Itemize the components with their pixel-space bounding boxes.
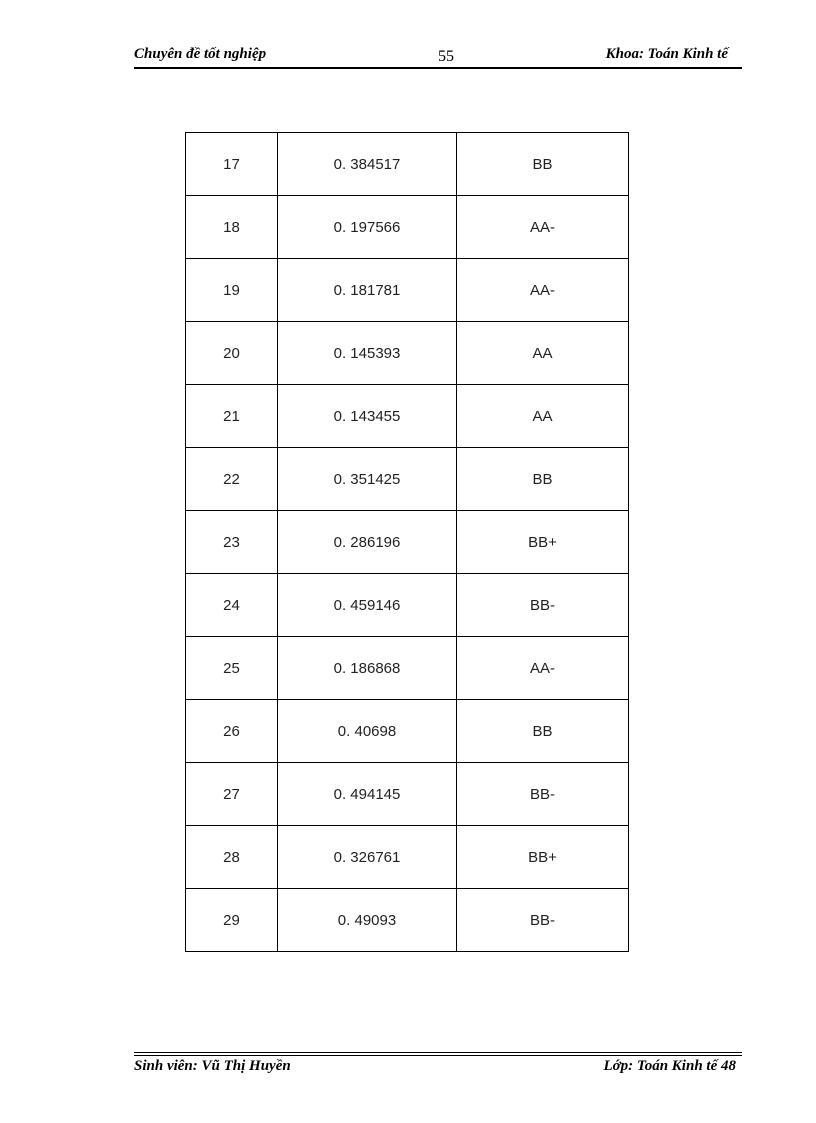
- row-rating-cell: BB+: [457, 826, 629, 889]
- footer-divider: [134, 1052, 742, 1056]
- footer-class: Lớp: Toán Kinh tế 48: [603, 1058, 736, 1074]
- row-rating-cell: AA-: [457, 259, 629, 322]
- page-footer: [134, 1058, 740, 1080]
- row-value-cell: 0. 40698: [278, 700, 457, 763]
- row-index-cell: 19: [186, 259, 278, 322]
- row-index-cell: 24: [186, 574, 278, 637]
- row-value-cell: 0. 143455: [278, 385, 457, 448]
- header-title: Chuyên đề tốt nghiệp: [134, 46, 267, 62]
- header-department: Khoa: Toán Kinh tế: [605, 46, 728, 62]
- row-index-cell: 23: [186, 511, 278, 574]
- table-row: [186, 637, 629, 700]
- row-index-cell: 20: [186, 322, 278, 385]
- row-value-cell: 0. 384517: [278, 133, 457, 196]
- table-row: [186, 889, 629, 952]
- row-value-cell: 0. 186868: [278, 637, 457, 700]
- table-row: [186, 826, 629, 889]
- table-row: [186, 511, 629, 574]
- row-rating-cell: BB: [457, 448, 629, 511]
- row-rating-cell: BB-: [457, 889, 629, 952]
- rating-table-body: [186, 133, 629, 952]
- row-rating-cell: AA-: [457, 196, 629, 259]
- rating-table-container: [185, 132, 629, 952]
- table-row: [186, 133, 629, 196]
- row-value-cell: 0. 197566: [278, 196, 457, 259]
- page-number: 55: [438, 48, 454, 65]
- table-row: [186, 385, 629, 448]
- row-index-cell: 17: [186, 133, 278, 196]
- row-value-cell: 0. 351425: [278, 448, 457, 511]
- row-rating-cell: BB: [457, 133, 629, 196]
- row-rating-cell: AA: [457, 385, 629, 448]
- page-header: [134, 44, 740, 68]
- row-index-cell: 27: [186, 763, 278, 826]
- row-value-cell: 0. 459146: [278, 574, 457, 637]
- row-rating-cell: BB-: [457, 574, 629, 637]
- table-row: [186, 448, 629, 511]
- row-rating-cell: BB: [457, 700, 629, 763]
- row-value-cell: 0. 494145: [278, 763, 457, 826]
- table-row: [186, 322, 629, 385]
- row-rating-cell: AA-: [457, 637, 629, 700]
- table-row: [186, 700, 629, 763]
- row-value-cell: 0. 181781: [278, 259, 457, 322]
- row-value-cell: 0. 49093: [278, 889, 457, 952]
- row-index-cell: 29: [186, 889, 278, 952]
- table-row: [186, 763, 629, 826]
- row-index-cell: 22: [186, 448, 278, 511]
- row-index-cell: 26: [186, 700, 278, 763]
- rating-table: [185, 132, 629, 952]
- row-index-cell: 18: [186, 196, 278, 259]
- row-index-cell: 28: [186, 826, 278, 889]
- row-rating-cell: AA: [457, 322, 629, 385]
- row-rating-cell: BB+: [457, 511, 629, 574]
- row-index-cell: 21: [186, 385, 278, 448]
- row-value-cell: 0. 286196: [278, 511, 457, 574]
- row-index-cell: 25: [186, 637, 278, 700]
- footer-student: Sinh viên: Vũ Thị Huyền: [134, 1058, 291, 1074]
- row-rating-cell: BB-: [457, 763, 629, 826]
- table-row: [186, 574, 629, 637]
- row-value-cell: 0. 145393: [278, 322, 457, 385]
- table-row: [186, 196, 629, 259]
- row-value-cell: 0. 326761: [278, 826, 457, 889]
- header-divider: [134, 67, 742, 69]
- table-row: [186, 259, 629, 322]
